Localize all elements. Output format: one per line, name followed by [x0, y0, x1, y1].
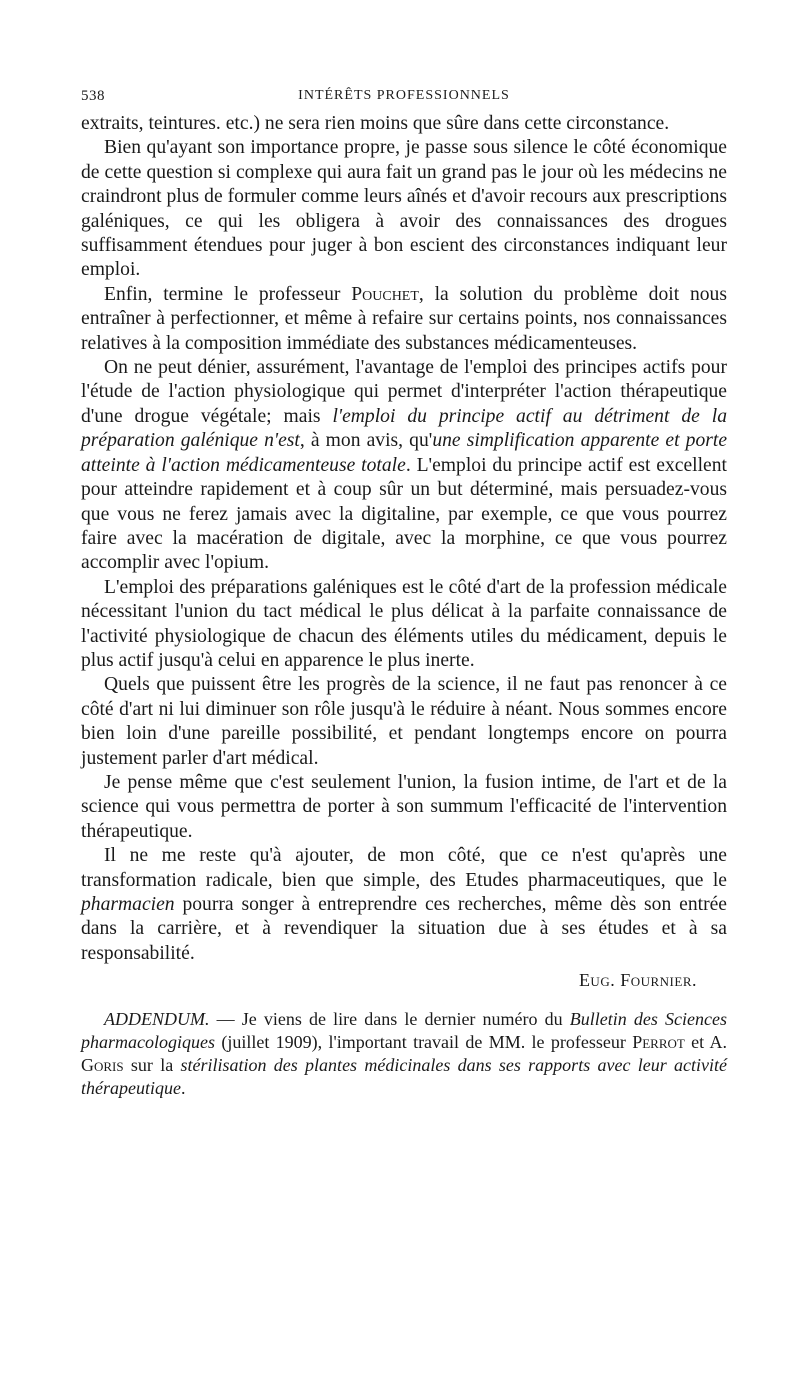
paragraph-4-italic-2: une simplification apparente et porte atteinte à l'action médicamenteuse totale	[81, 430, 728, 476]
addendum	[81, 1008, 727, 1100]
running-title: INTÉRÊTS PROFESSIONNELS	[298, 88, 510, 103]
paragraph-8-text-b: pourra songer à entreprendre ces recherches, même dès son entrée dans la carrière, et à revendiquer la situation due à ses études et à sa responsabilité.	[81, 894, 727, 964]
author-signature: Eug. Fournier.	[578, 970, 697, 991]
page-header	[81, 82, 727, 112]
addendum-text-d: sur la	[123, 1055, 181, 1076]
paragraph-4-text-b: , à mon avis, qu'	[299, 430, 433, 452]
paragraph-4	[81, 356, 727, 576]
paragraph-2: Bien qu'ayant son importance propre, je passe sous silence le côté économique de cette question si complexe qui aura fait un grand pas le jour où les médecins ne craindront plus de formuler comme leurs aînés et d'avoir recours aux prescriptions galéniques, ce qui les obligera à avoir des connaissances des drogues suffisamment étendues pour juger à bon escient des circonstances indiquant leur emploi.	[81, 137, 727, 281]
addendum-journal: Bulletin des Sciences pharmacologiques	[81, 1009, 727, 1053]
author-name-perrot: Perrot	[632, 1032, 685, 1053]
addendum-work-title: stérilisation des plantes médicinales dans ses rapports avec leur activité thérapeutique	[81, 1055, 727, 1099]
paragraph-4-text-a: On ne peut dénier, assurément, l'avantage de l'emploi des principes actifs pour l'étude de l'action physiologique qui permet d'interpréter l'action thérapeutique d'une drogue végétale; mais	[81, 357, 727, 427]
addendum-text-a: — Je viens de lire dans le dernier numéro du	[209, 1009, 570, 1030]
addendum-text-c: et A.	[684, 1032, 728, 1053]
paragraph-4-text-c: . L'emploi du principe actif est excellent pour atteindre rapidement et à coup sûr un but déterminé, mais persuadez-vous que vous ne ferez jamais avec la digitaline, par exemple, ce que vous pourrez faire avec la macération de digitale, avec la morphine, ce que vous pourrez accomplir avec l'opium.	[81, 454, 727, 574]
paragraph-4-italic-1: l'emploi du principe actif au détriment de la préparation galénique n'est	[81, 405, 727, 452]
addendum-text-b: (juillet 1909), l'important travail de MM. le professeur	[215, 1032, 633, 1053]
paragraph-1: extraits, teintures. etc.) ne sera rien moins que sûre dans cette circonstance.	[81, 113, 670, 134]
paragraph-7: Je pense même que c'est seulement l'union, la fusion intime, de l'art et de la science qui vous permettra de porter à son summum l'efficacité de l'intervention thérapeutique.	[81, 771, 727, 842]
paragraph-3-text-b: , la solution du problème doit nous entraîner à perfectionner, et même à refaire sur certains points, nos connaissances relatives à la composition immédiate des substances médicamenteuses.	[81, 283, 727, 354]
page	[81, 82, 727, 1100]
paragraph-6: Quels que puissent être les progrès de la science, il ne faut pas renoncer à ce côté d'art ni lui diminuer son rôle jusqu'à le réduire à néant. Nous sommes encore bien loin d'une pareille possibilité, et pendant longtemps encore on pourra justement parler d'art médical.	[81, 674, 727, 769]
page-number: 538	[81, 88, 105, 104]
paragraph-8	[81, 844, 727, 966]
article-body	[81, 112, 727, 966]
addendum-text-e: .	[180, 1078, 186, 1099]
author-name-pouchet: Pouchet	[351, 283, 419, 305]
paragraph-3	[81, 283, 727, 356]
paragraph-8-text-a: Il ne me reste qu'à ajouter, de mon côté, que ce n'est qu'après une transformation radicale, bien que simple, des Etudes pharmaceutiques, que le	[81, 845, 727, 891]
paragraph-3-text-a: Enfin, termine le professeur	[104, 283, 352, 305]
paragraph-5: L'emploi des préparations galéniques est le côté d'art de la profession médicale nécessitant l'union du tact médical le plus délicat à la parfaite connaissance de l'activité physiologique de chacun des éléments utiles du médicament, depuis le plus actif jusqu'à celui en apparence le plus inerte.	[81, 576, 727, 671]
addendum-label: ADDENDUM.	[104, 1009, 210, 1030]
addendum-paragraph	[81, 1008, 727, 1100]
author-name-goris: Goris	[81, 1055, 124, 1076]
paragraph-8-italic: pharmacien	[81, 894, 175, 915]
